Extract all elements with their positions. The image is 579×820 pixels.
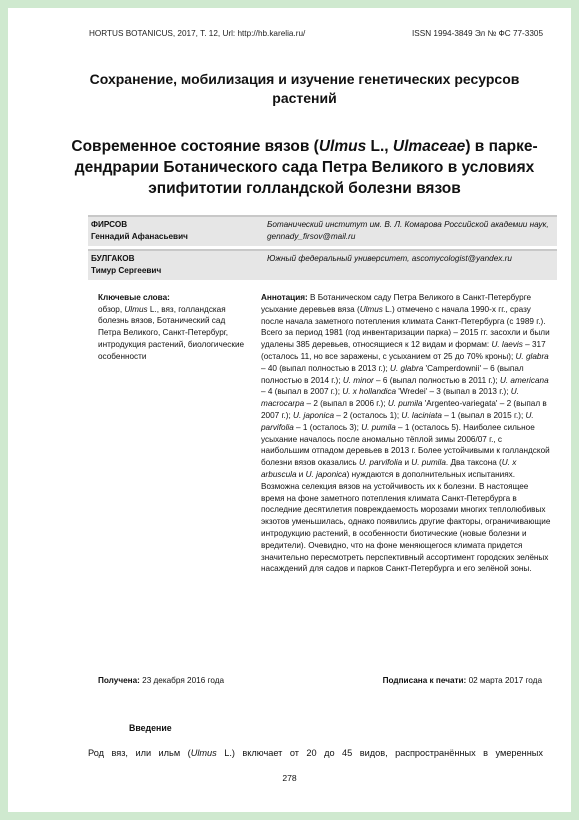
abstract-text: – 40 (выпал полностью в 2013 г.); bbox=[261, 363, 391, 373]
abstract-taxon: U. parvifolia bbox=[358, 458, 403, 468]
abstract-taxon: U. x hollandica bbox=[342, 387, 397, 397]
abstract-text: ) нуждаются в дополнительных испытаниях. Возможна селекция вязов на устойчивость их к болезни. В настоящее время на фоне заметного потепления климата Санкт-Петербурга в последние десятилетия повреждаемость морозами многих теплолюбивых экзотов уменьшилась, однако появились другие факторы, ограничивающие интродукцию растений, в особенности биотические (новые болезни и вредители). Очевидно, что на фоне меняющегося климата придется значительно пересмотреть перспективный ассортимент городских зелёных насаждений для садов и парков Санкт-Петербурга и его зелёной зоны. bbox=[261, 469, 551, 574]
signed-date bbox=[383, 676, 542, 685]
title-text: Современное состояние вязов ( bbox=[71, 138, 319, 155]
received-value: 23 декабря 2016 года bbox=[139, 676, 225, 685]
title-text: L., bbox=[366, 138, 393, 155]
keywords-block bbox=[98, 292, 248, 362]
keywords-text: L., вяз, голландская болезнь вязов, Ботанический сад Петра Великого, Санкт-Петербург, интродукция растений, биологические особенности bbox=[98, 304, 245, 361]
abstract-text: – 4 (выпал в 2007 г.); bbox=[261, 387, 343, 397]
received-date bbox=[98, 676, 224, 685]
author-last-name: БУЛГАКОВ bbox=[91, 254, 135, 263]
abstract-block bbox=[261, 292, 551, 575]
running-head bbox=[89, 29, 543, 38]
abstract-taxon: U. macrocarpa bbox=[261, 387, 519, 409]
author-name bbox=[91, 253, 261, 277]
abstract-text: 'Camperdownii' – 6 (выпал полностью в 2014 г.); bbox=[261, 363, 524, 385]
author-last-name: ФИРСОВ bbox=[91, 220, 128, 229]
page-number: 278 bbox=[282, 773, 297, 783]
intro-genus: Ulmus bbox=[190, 748, 217, 758]
issn-reference: ISSN 1994-3849 Эл № ФС 77-3305 bbox=[412, 29, 543, 38]
abstract-text: – 1 (осталось 5). Наиболее сильное усыхание началось после аномально тёплой зимы 2006/07 г., с наибольшим отпадом деревьев в 2013 г. Более устойчивыми к голландской болезни вязов оказались bbox=[261, 422, 550, 468]
author-name bbox=[91, 219, 261, 243]
abstract-text: L.) отмечено с начала 1990-х гг., сразу после начала заметного потепления климата Санкт-Петербурга (с 1989 г.). Всего за период 1981 (год инвентаризации парка) – 2015 гг. засохли и были удалены 385 деревьев, относящиеся к 12 видам и формам: bbox=[261, 304, 550, 350]
abstract-taxon: U. glabra bbox=[390, 363, 424, 373]
signed-value: 02 марта 2017 года bbox=[466, 676, 542, 685]
abstract-taxon: U. glabra bbox=[515, 351, 549, 361]
abstract-text: – 317 (осталось 11, но все заражены, с усыханием от 25 до 70% кроны); bbox=[261, 340, 546, 361]
author-affiliation: Ботанический институт им. В. Л. Комарова Российской академии наук, gennady_firsov@mail.ru bbox=[267, 220, 549, 241]
abstract-text: – 1 (осталось 3); bbox=[293, 422, 362, 432]
abstract-taxon: U. americana bbox=[499, 375, 549, 385]
intro-paragraph bbox=[88, 748, 543, 758]
keywords-label: Ключевые слова: bbox=[98, 293, 170, 302]
journal-reference: HORTUS BOTANICUS, 2017, Т. 12, Url: http://hb.karelia.ru/ bbox=[89, 29, 306, 38]
author-first-name: Геннадий Афанасьевич bbox=[91, 232, 188, 241]
keywords-text: обзор, bbox=[98, 304, 125, 314]
abstract-taxon: U. pumila bbox=[411, 458, 446, 468]
abstract-text: . Два таксона ( bbox=[445, 458, 502, 468]
abstract-text: – 2 (осталось 1); bbox=[334, 410, 402, 420]
abstract-taxon: U. minor bbox=[342, 375, 374, 385]
intro-text: L.) включает от 20 до 45 видов, распространённых в умеренных bbox=[216, 748, 543, 758]
keywords-genus: Ulmus bbox=[124, 304, 148, 314]
abstract-text: 'Wredei' – 3 (выпал в 2013 г.); bbox=[396, 387, 511, 397]
abstract-text: – 2 (выпал в 2006 г.); bbox=[304, 399, 388, 409]
abstract-taxon: U. x arbuscula bbox=[261, 458, 517, 479]
author-affiliation: Южный федеральный университет, ascomycologist@yandex.ru bbox=[267, 254, 512, 263]
section-title: Сохранение, мобилизация и изучение генетических ресурсов растений bbox=[89, 71, 520, 106]
abstract-text: – 1 (выпал в 2015 г.); bbox=[441, 410, 526, 420]
abstract-text: 'Argenteo-variegata' – 2 (выпал в 2007 г.); bbox=[261, 399, 547, 420]
abstract-text: и bbox=[296, 469, 306, 479]
author-row bbox=[88, 249, 557, 280]
received-label: Получена: bbox=[98, 676, 140, 685]
article-title bbox=[68, 136, 541, 199]
abstract-label: Аннотация: bbox=[261, 293, 308, 302]
abstract-taxon: U. japonica bbox=[293, 410, 334, 420]
abstract-taxon: U. laevis bbox=[491, 340, 523, 350]
title-text: ) в парке-дендрарии Ботанического сада Петра Великого в условиях эпифитотии голландской болезни вязов bbox=[74, 138, 538, 197]
author-first-name: Тимур Сергеевич bbox=[91, 266, 162, 275]
intro-heading: Введение bbox=[129, 723, 172, 733]
abstract-text: – 6 (выпал полностью в 2011 г.); bbox=[373, 375, 500, 385]
abstract-text: В Ботаническом саду Петра Великого в Санкт-Петербурге усыхание деревьев вяза ( bbox=[261, 293, 532, 314]
abstract-taxon: U. japonica bbox=[305, 469, 347, 479]
signed-label: Подписана к печати: bbox=[382, 676, 467, 685]
abstract-taxon: U. laciniata bbox=[401, 410, 442, 420]
title-family: Ulmaceae bbox=[392, 138, 466, 155]
abstract-taxon: Ulmus bbox=[359, 304, 383, 314]
abstract-text: и bbox=[402, 458, 412, 468]
authors-block bbox=[88, 215, 557, 283]
abstract-taxon: U. parvifolia bbox=[261, 410, 534, 432]
author-row bbox=[88, 215, 557, 246]
page bbox=[8, 8, 571, 812]
intro-text: Род вяз, или ильм ( bbox=[88, 748, 191, 758]
title-genus: Ulmus bbox=[318, 138, 367, 155]
abstract-taxon: U. pumila bbox=[361, 422, 396, 432]
dates-row bbox=[98, 676, 542, 685]
abstract-taxon: U. pumila bbox=[387, 399, 423, 409]
